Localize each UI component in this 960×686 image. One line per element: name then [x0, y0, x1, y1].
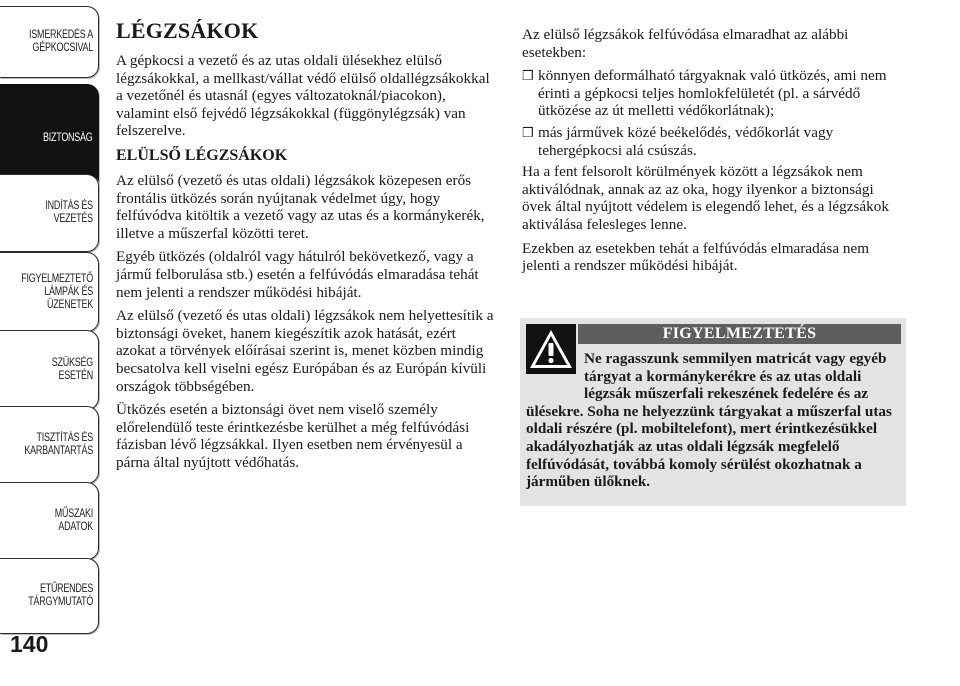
tab-label: MŰSZAKI ADATOK	[54, 508, 93, 533]
warning-heading: FIGYELMEZTETÉS	[578, 324, 901, 344]
body-paragraph: Az elülső (vezető és utas oldali) légzsákok közepesen erős frontális ütközés során nyújtanak védelmet úgy, hogy felfúvódva kitöltik a vezető vagy az utas és a kormánykerék, illetve a műszerfal közötti teret.	[116, 171, 485, 242]
left-column	[116, 18, 499, 477]
section-heading: ELÜLSŐ LÉGZSÁKOK	[116, 146, 288, 164]
tab-label: FIGYELMEZTETŐ LÁMPÁK ÉS ÜZENETEK	[21, 272, 93, 311]
warning-text: Ne ragasszunk semmilyen matricát vagy egyéb tárgyat a kormánykerékre és az utas oldali légzsák műszerfali rekeszének fedelére és az ülésekre. Soha ne helyezzünk tárgyakat a műszerfal utas oldali részére (pl. mobiltelefont), mert érintkezésükkel akadályozhatják az utas oldali légzsák megfelelő felfúvódását, továbbá komoly sérülést okozhatnak a járműben ülőknek.	[526, 350, 892, 491]
body-paragraph: Ütközés esetén a biztonsági övet nem viselő személy előrelendülő teste érintkezésbe kerülhet a még felfúvódási fázisban lévő légzsákkal. Ilyen esetben nem érvényesül a párna által nyújtott védőhatás.	[116, 401, 470, 471]
tab-label: ISMERKEDÉS A GÉPKOCSIVAL	[29, 29, 93, 54]
tab-label: TISZTÍTÁS ÉS KARBANTARTÁS	[24, 432, 93, 457]
body-paragraph: Ha a fent felsorolt körülmények között a légzsákok nem aktiválódnak, annak az az oka, hogy ilyenkor a biztonsági övek által nyújtott védelem is elegendő lehet, és a légzsákok aktiválása felesleges lenne.	[522, 163, 889, 233]
tab-targymutato[interactable]	[0, 558, 99, 634]
tab-ismerkedes[interactable]	[0, 6, 99, 78]
tab-muszaki-adatok[interactable]	[0, 482, 99, 560]
tab-figyelmezteto[interactable]	[0, 252, 99, 332]
tab-label: BIZTONSÁG	[43, 131, 93, 144]
body-paragraph: Az elülső (vezető és utas oldali) légzsákok nem helyettesítik a biztonsági öveket, hanem kiegészítik azok hatását, ezért azokat a törvények előírásai szerint is, menet közben mindig becsatolva kell viselni egész Európában és az Európán kívüli országok többségében.	[116, 307, 494, 395]
warning-text-wrap	[526, 350, 902, 491]
tab-inditas[interactable]	[0, 174, 99, 252]
list-item	[522, 67, 906, 120]
checkbox-bullet-icon: ❒	[522, 124, 534, 140]
tab-szukseg-eseten[interactable]	[0, 330, 99, 410]
checkbox-bullet-icon: ❒	[522, 68, 534, 84]
list-item-text: könnyen deformálható tárgyaknak való ütközés, ami nem érinti a gépkocsi teljes homlokfelületét (pl. a sárvédő ütközése az út melletti védőkorlátnak);	[538, 67, 887, 120]
tab-label: ETŰRENDES TÁRGYMUTATÓ	[28, 583, 93, 608]
body-paragraph: Ezekben az esetekben tehát a felfúvódás elmaradása nem jelenti a rendszer működési hibáját.	[522, 239, 870, 275]
tab-tisztitas[interactable]	[0, 406, 99, 484]
tab-label: INDÍTÁS ÉS VEZETÉS	[45, 200, 93, 225]
chapter-tabs	[0, 0, 100, 640]
right-column	[522, 26, 906, 281]
list-item-text: más járművek közé beékelődés, védőkorlát vagy tehergépkocsi alá csúszás.	[538, 123, 834, 159]
page-number: 140	[10, 631, 49, 657]
intro-paragraph: A gépkocsi a vezető és az utas oldali ülésekhez elülső légzsákokkal, a mellkast/vállat védő elülső oldallégzsákokkal a vezetőnél és utasnál (egyes változatoknál/piacokon), valamint első fejvédő légzsákokkal (függönylégzsák) van felszerelve.	[116, 52, 490, 140]
list-item	[522, 124, 906, 159]
tab-label: SZÜKSÉG ESETÉN	[51, 357, 93, 382]
warning-box	[520, 318, 906, 506]
list-intro: Az elülső légzsákok felfúvódása elmaradhat az alábbi esetekben:	[522, 26, 849, 61]
page-title: LÉGZSÁKOK	[116, 18, 259, 43]
body-paragraph: Egyéb ütközés (oldalról vagy hátulról bekövetkező, vagy a jármű felborulása stb.) esetén a felfúvódás elmaradása tehát nem jelenti a rendszer működési hibáját.	[116, 248, 479, 301]
